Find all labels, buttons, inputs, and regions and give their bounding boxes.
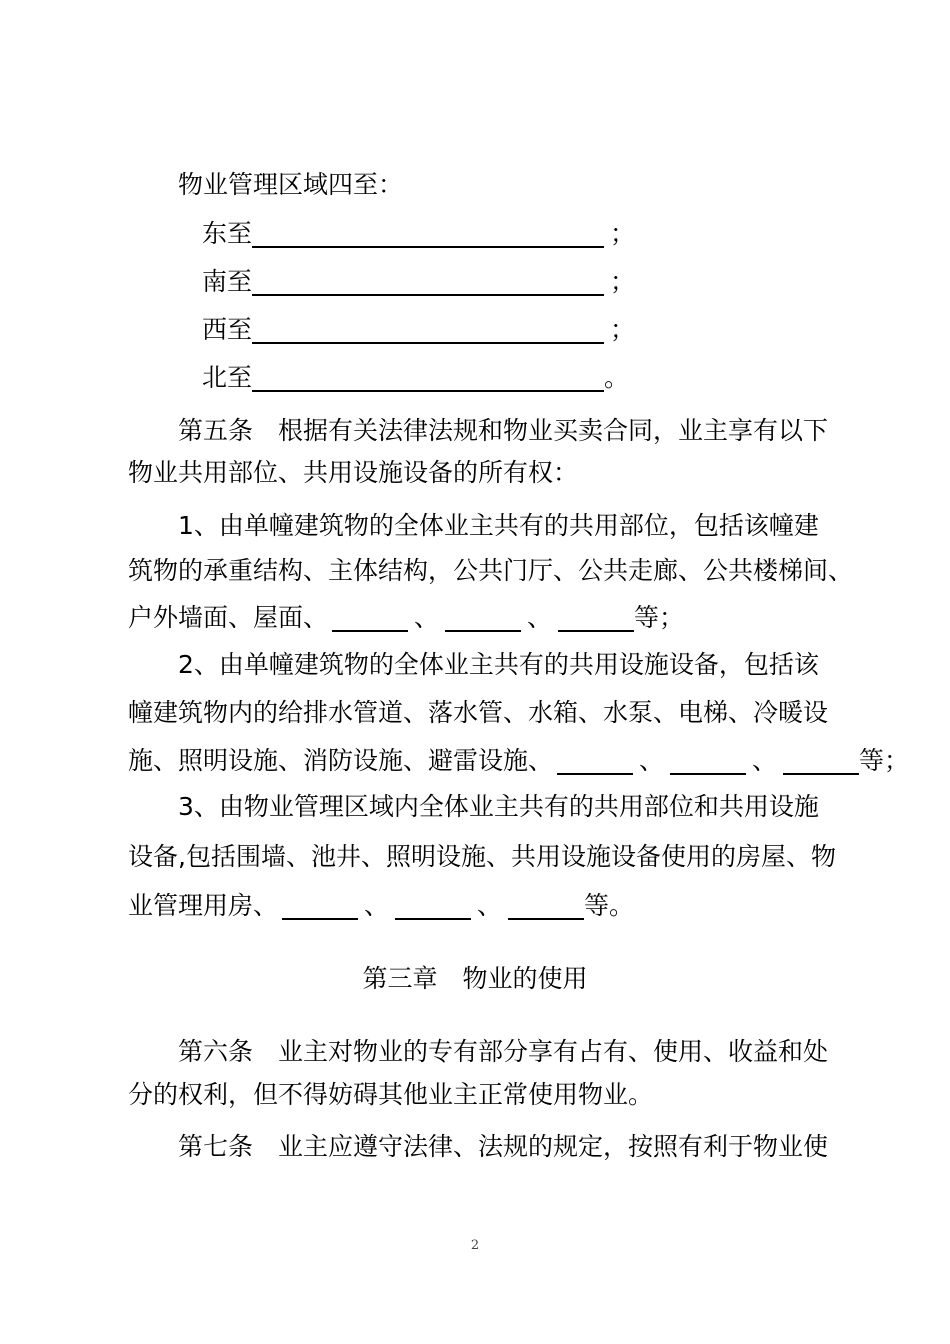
chapter-3-title: 第三章 物业的使用 (362, 964, 588, 993)
item-3-blank-2[interactable] (395, 888, 471, 920)
item-3-text: 业管理用房、 (128, 891, 279, 920)
article-5-item-3-line-2: 设备,包括围墙、池井、照明设施、共用设施设备使用的房屋、物 (128, 842, 836, 871)
boundary-north-label: 北至 (202, 363, 253, 392)
boundary-west-blank[interactable] (252, 312, 604, 344)
boundary-east (202, 216, 635, 251)
boundary-south-blank[interactable] (252, 264, 604, 296)
item-2-end: 等； (859, 746, 910, 775)
item-1-end: 等； (634, 603, 685, 632)
boundary-north-blank[interactable] (252, 360, 604, 392)
item-2-blank-3[interactable] (783, 743, 859, 775)
article-6-line-1: 第六条 业主对物业的专有部分享有占有、使用、收益和处 (178, 1037, 829, 1066)
boundary-north-end: 。 (604, 363, 630, 392)
item-3-blank-3[interactable] (508, 888, 584, 920)
separator: 、 (364, 891, 390, 920)
separator: 、 (639, 746, 665, 775)
boundary-north (202, 360, 629, 395)
item-1-blank-3[interactable] (558, 600, 634, 632)
item-1-text: 户外墙面、屋面、 (128, 603, 329, 632)
article-5-item-3-line-3 (128, 888, 634, 923)
item-2-blank-2[interactable] (670, 743, 746, 775)
boundary-east-blank[interactable] (252, 216, 604, 248)
article-5-line-1: 第五条 根据有关法律法规和物业买卖合同，业主享有以下 (178, 416, 829, 445)
item-1-blank-1[interactable] (332, 600, 408, 632)
article-6-line-2: 分的权利，但不得妨碍其他业主正常使用物业。 (128, 1080, 654, 1109)
boundary-east-label: 东至 (202, 219, 253, 248)
boundary-south (202, 264, 635, 299)
article-5-item-2-line-2: 幢建筑物内的给排水管道、落水管、水箱、水泵、电梯、冷暖设 (128, 698, 829, 727)
boundary-intro: 物业管理区域四至： (178, 170, 404, 199)
article-5-item-1-line-2: 筑物的承重结构、主体结构，公共门厅、公共走廊、公共楼梯间、 (128, 556, 854, 585)
article-5-item-2-line-3 (128, 743, 909, 778)
article-5-item-1-line-3 (128, 600, 684, 635)
item-2-text: 施、照明设施、消防设施、避雷设施、 (128, 746, 554, 775)
boundary-west (202, 312, 635, 347)
item-2-blank-1[interactable] (557, 743, 633, 775)
article-5-item-2-line-1: 2、由单幢建筑物的全体业主共有的共用设施设备，包括该 (178, 650, 819, 679)
separator: 、 (414, 603, 440, 632)
item-3-blank-1[interactable] (282, 888, 358, 920)
item-1-blank-2[interactable] (445, 600, 521, 632)
separator: 、 (527, 603, 553, 632)
page-number: 2 (470, 1238, 480, 1253)
separator: 、 (477, 891, 503, 920)
boundary-east-end: ； (610, 219, 636, 248)
article-5-item-3-line-1: 3、由物业管理区域内全体业主共有的共用部位和共用设施 (178, 792, 819, 821)
boundary-west-label: 西至 (202, 315, 253, 344)
boundary-south-label: 南至 (202, 267, 253, 296)
article-5-line-2: 物业共用部位、共用设施设备的所有权： (128, 458, 579, 487)
item-3-end: 等。 (584, 891, 635, 920)
article-5-item-1-line-1: 1、由单幢建筑物的全体业主共有的共用部位，包括该幢建 (178, 511, 819, 540)
separator: 、 (752, 746, 778, 775)
boundary-west-end: ； (610, 315, 636, 344)
boundary-south-end: ； (610, 267, 636, 296)
article-7-line-1: 第七条 业主应遵守法律、法规的规定，按照有利于物业使 (178, 1132, 829, 1161)
